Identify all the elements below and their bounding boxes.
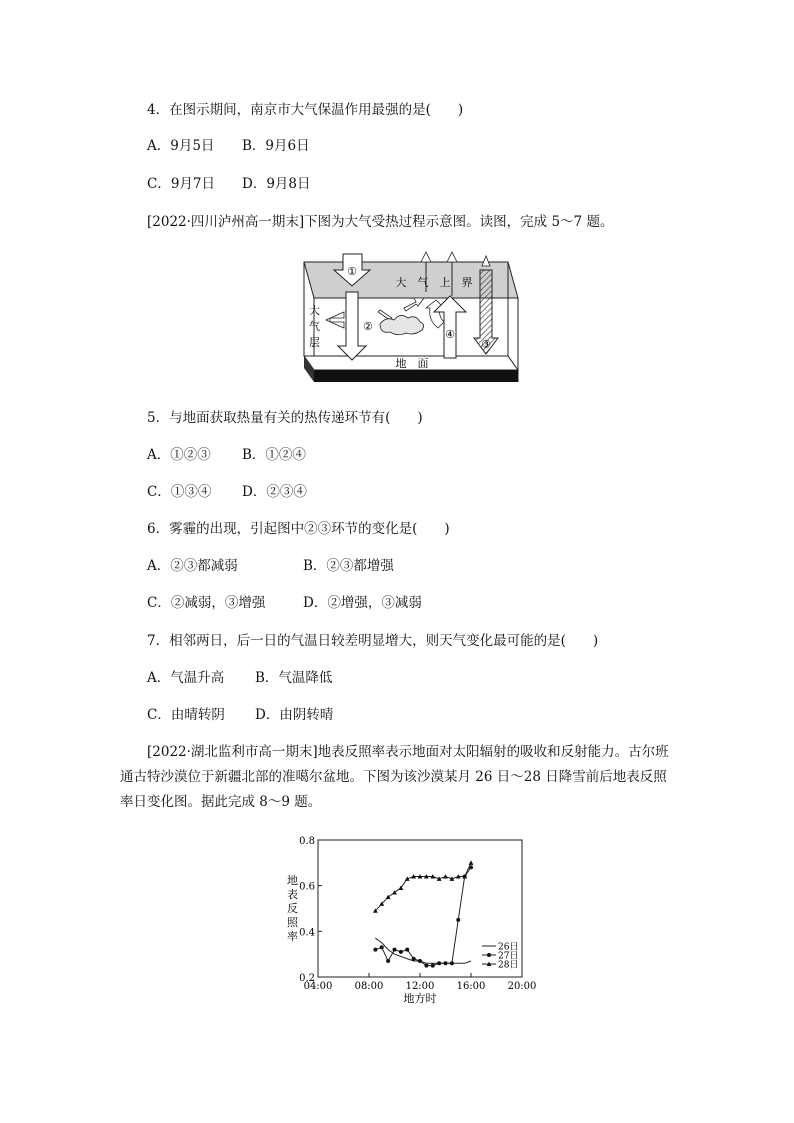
atm-layer-label-2: 气 bbox=[309, 320, 320, 333]
point-27日 bbox=[456, 918, 460, 922]
q6-option-c: C．②减弱，③增强 bbox=[147, 595, 266, 611]
legend-label-27日: 27日 bbox=[498, 951, 519, 962]
q5-options-row2 bbox=[147, 482, 307, 502]
q5-stem: 5．与地面获取热量有关的热传递环节有( ) bbox=[147, 410, 423, 426]
point-27日 bbox=[444, 961, 448, 965]
point-28日 bbox=[443, 874, 448, 878]
point-27日 bbox=[386, 959, 390, 963]
y-axis-label-3: 反 bbox=[287, 902, 298, 915]
q6-options-row1 bbox=[147, 556, 394, 576]
x-tick-label: 12:00 bbox=[405, 981, 435, 992]
x-tick-label: 20:00 bbox=[507, 981, 537, 992]
q5-options-row1 bbox=[147, 445, 306, 465]
marker-1: ① bbox=[347, 265, 357, 278]
point-28日 bbox=[469, 860, 474, 864]
ground-edge bbox=[314, 370, 518, 382]
x-tick-label: 16:00 bbox=[456, 981, 486, 992]
q5-option-c: C．①③④ bbox=[147, 484, 212, 500]
point-27日 bbox=[437, 961, 441, 965]
marker-4: ④ bbox=[445, 328, 455, 341]
point-27日 bbox=[431, 964, 435, 968]
q4-option-a: A．9月5日 bbox=[147, 138, 215, 154]
y-axis-label-1: 地 bbox=[287, 874, 298, 887]
point-27日 bbox=[399, 950, 403, 954]
y-tick-label: 0.2 bbox=[299, 973, 315, 984]
q4-stem: 4．在图示期间，南京市大气保温作用最强的是( ) bbox=[147, 102, 464, 118]
q7-option-c: C．由晴转阴 bbox=[147, 707, 225, 723]
atm-layer-label-1: 大 bbox=[309, 304, 320, 317]
q5-option-b: B．①②④ bbox=[242, 447, 306, 463]
albedo-line-chart bbox=[278, 828, 540, 1008]
q7-stem: 7．相邻两日，后一日的气温日较差明显增大，则天气变化最可能的是( ) bbox=[147, 633, 599, 649]
point-27日 bbox=[412, 957, 416, 961]
marker-3: ③ bbox=[481, 338, 491, 351]
q5-option-a: A．①②③ bbox=[147, 447, 211, 463]
ground-label: 地 面 bbox=[395, 357, 429, 370]
q5-option-d: D．②③④ bbox=[242, 484, 307, 500]
q6-option-a: A．②③都减弱 bbox=[147, 558, 238, 574]
atm-top-label: 大 气 上 界 bbox=[395, 276, 473, 289]
x-tick-label: 08:00 bbox=[354, 981, 384, 992]
atmosphere-heating-diagram bbox=[300, 250, 525, 386]
x-axis-label: 地方时 bbox=[403, 992, 437, 1005]
intro-8-9-line2: 通古特沙漠位于新疆北部的准噶尔盆地。下图为该沙漠某月 26 日～28 日降雪前后地表反照 bbox=[120, 769, 667, 785]
q4-options-row2 bbox=[147, 174, 311, 194]
intro-5-7: [2022·四川泸州高一期末]下图为大气受热过程示意图。读图，完成 5～7 题。 bbox=[147, 214, 614, 230]
point-27日 bbox=[450, 961, 454, 965]
legend-label-26日: 26日 bbox=[498, 942, 519, 953]
q7-option-a: A．气温升高 bbox=[147, 670, 225, 686]
atm-layer-label-3: 层 bbox=[309, 336, 320, 349]
q4-option-d: D．9月8日 bbox=[242, 176, 311, 192]
point-27日 bbox=[373, 948, 377, 952]
q4-option-c: C．9月7日 bbox=[147, 176, 216, 192]
cloud bbox=[380, 315, 424, 334]
marker-2: ② bbox=[363, 320, 373, 333]
q7-option-d: D．由阴转晴 bbox=[255, 707, 334, 723]
intro-8-9-line1: [2022·湖北监利市高一期末]地表反照率表示地面对太阳辐射的吸收和反射能力。古尔班 bbox=[147, 744, 669, 760]
point-27日 bbox=[424, 964, 428, 968]
point-27日 bbox=[405, 948, 409, 952]
point-27日 bbox=[380, 945, 384, 949]
legend-marker-27日 bbox=[487, 953, 491, 957]
q4-options-row1 bbox=[147, 136, 310, 156]
y-tick-label: 0.4 bbox=[299, 927, 315, 939]
q6-option-d: D．②增强，③减弱 bbox=[303, 595, 422, 611]
x-tick-label: 04:00 bbox=[303, 981, 333, 992]
series-line-28日 bbox=[375, 863, 471, 911]
legend-label-28日: 28日 bbox=[498, 960, 519, 971]
q7-options-row2 bbox=[147, 705, 333, 725]
point-27日 bbox=[393, 948, 397, 952]
q7-options-row1 bbox=[147, 668, 332, 688]
q4-option-b: B．9月6日 bbox=[242, 138, 310, 154]
y-axis-label-5: 率 bbox=[287, 930, 298, 943]
q6-option-b: B．②③都增强 bbox=[303, 558, 394, 574]
plot-frame bbox=[318, 840, 522, 977]
q6-stem: 6．雾霾的出现，引起图中②③环节的变化是( ) bbox=[147, 521, 450, 537]
y-axis-label-4: 照 bbox=[287, 916, 298, 929]
point-27日 bbox=[418, 959, 422, 963]
y-tick-label: 0.8 bbox=[299, 836, 315, 847]
q7-option-b: B．气温降低 bbox=[255, 670, 333, 686]
q6-options-row2 bbox=[147, 593, 422, 613]
series-line-26日 bbox=[375, 938, 471, 963]
y-tick-label: 0.6 bbox=[299, 881, 315, 893]
intro-8-9-line3: 率日变化图。据此完成 8～9 题。 bbox=[120, 794, 322, 810]
y-axis-label-2: 表 bbox=[287, 888, 298, 901]
